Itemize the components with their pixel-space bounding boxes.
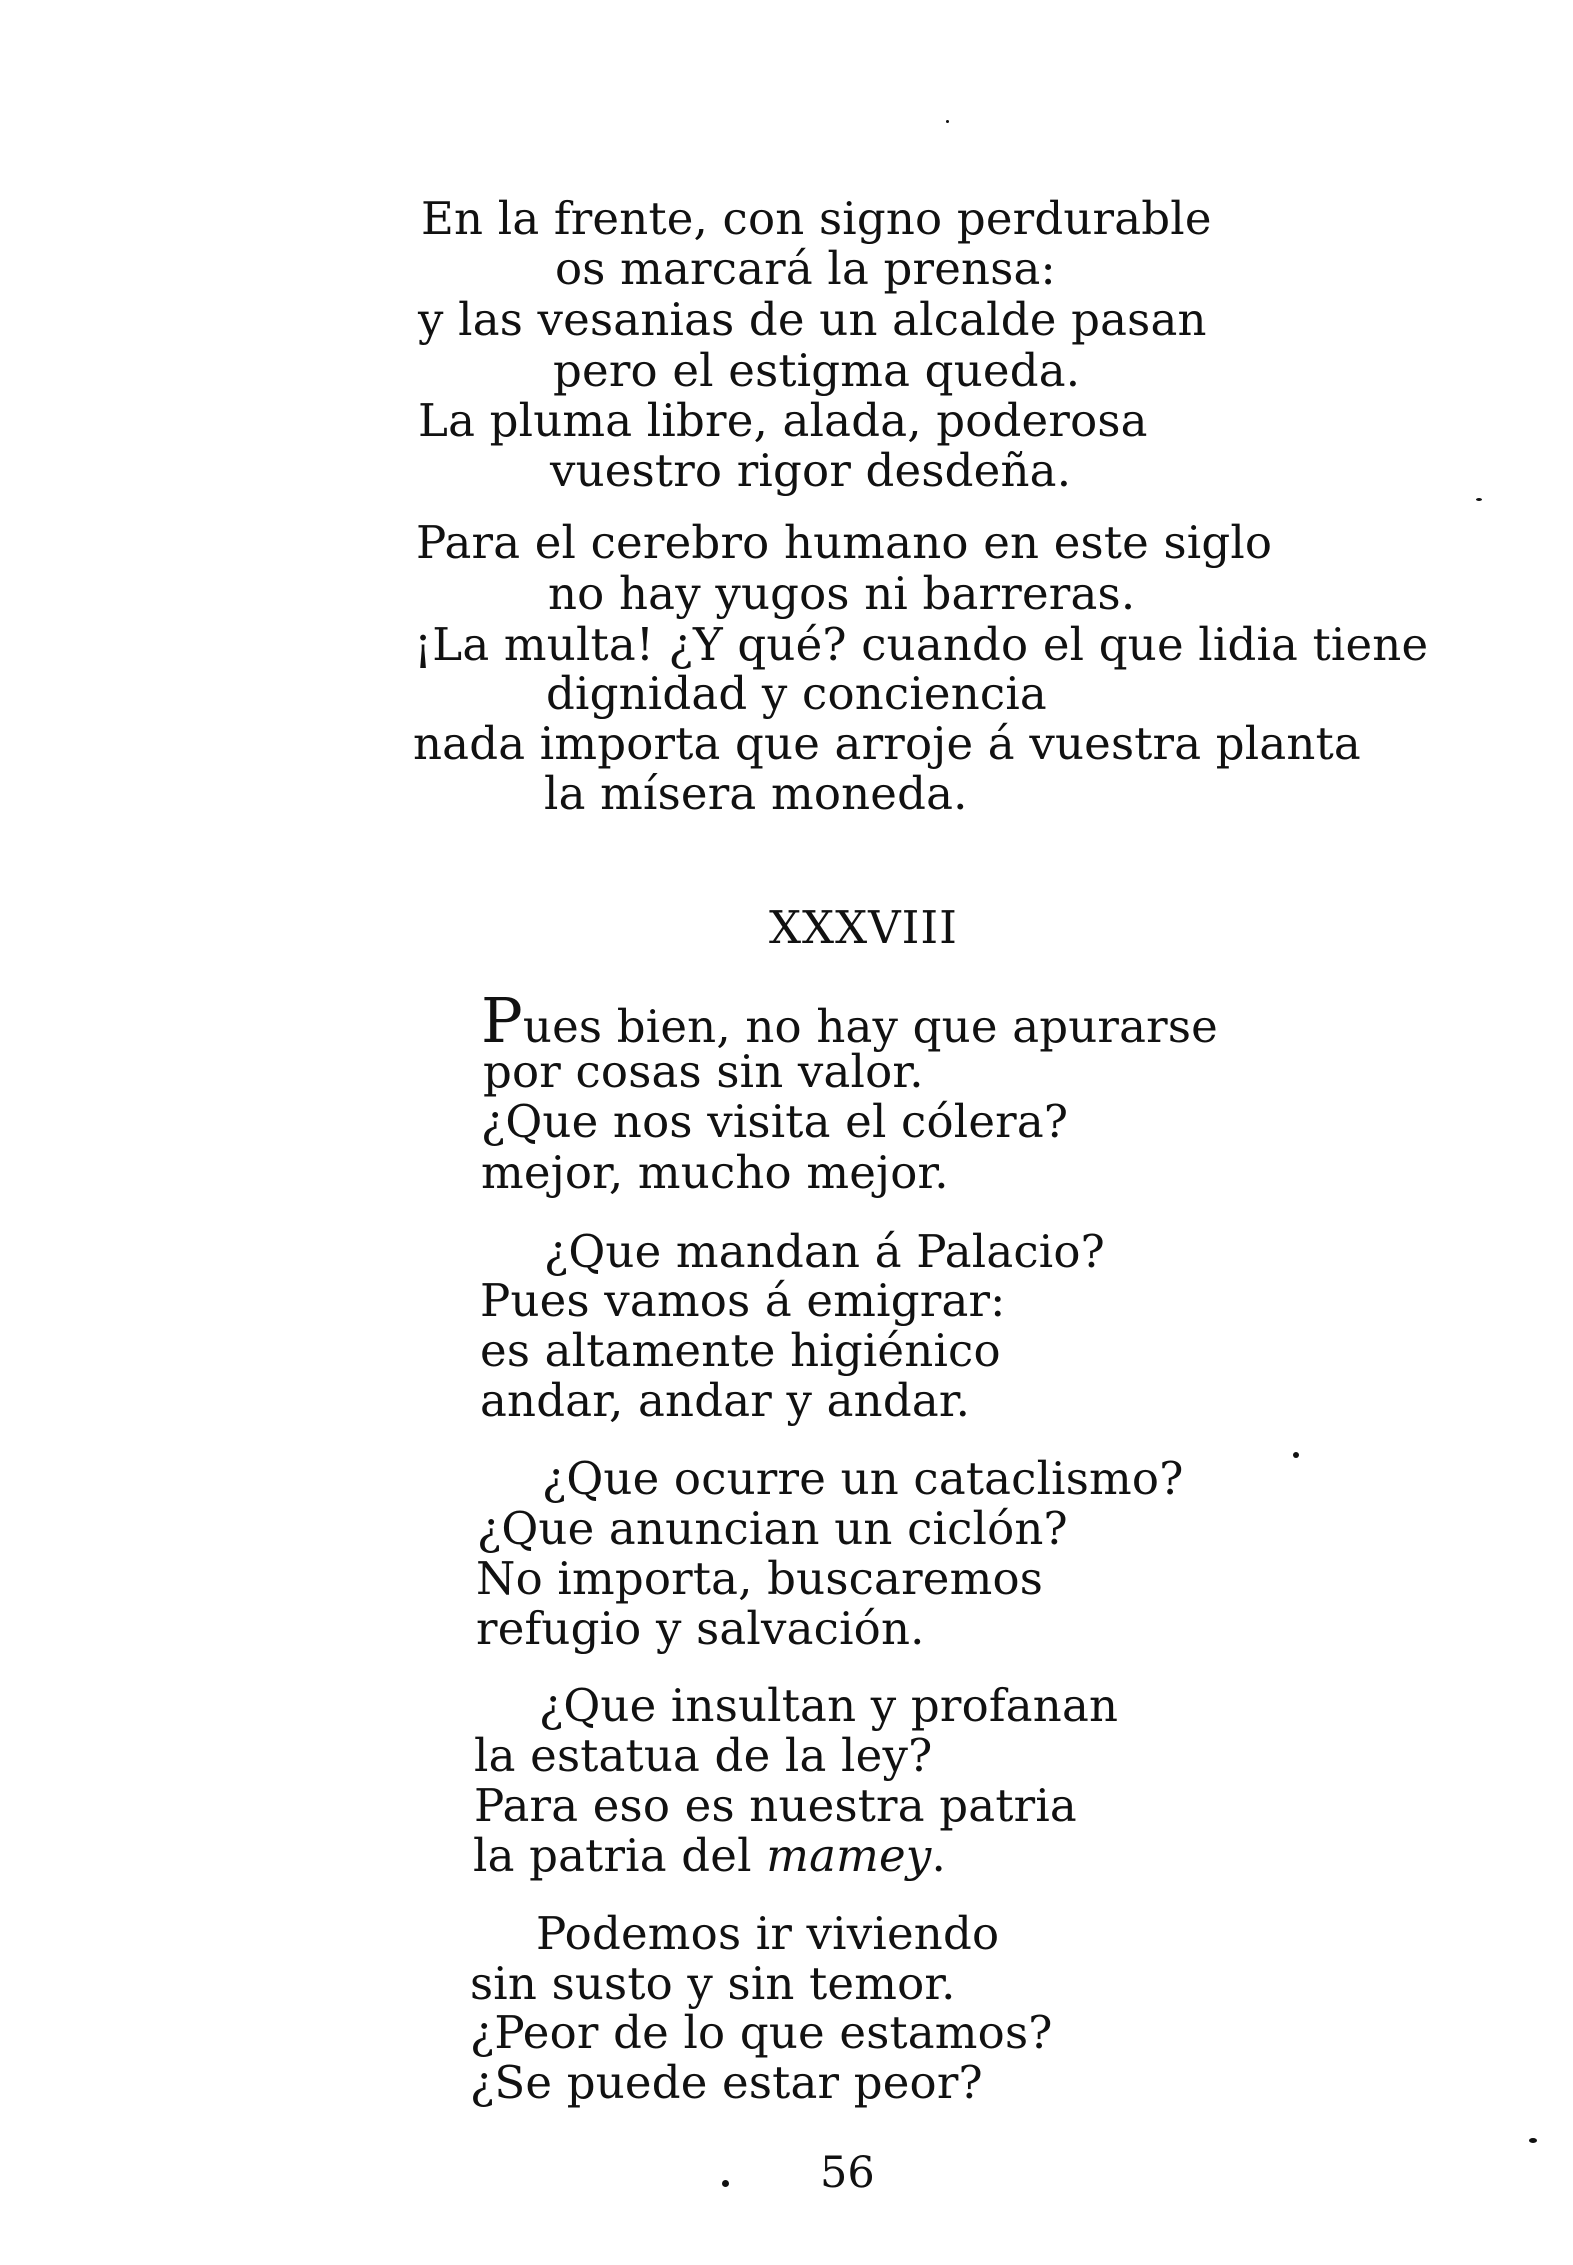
verse-line: refugio y salvación.: [476, 1602, 925, 1655]
verse-line: andar, andar y andar.: [480, 1374, 971, 1427]
verse-line: En la frente, con signo perdurable: [421, 192, 1212, 245]
page-number: 56: [820, 2148, 875, 2198]
scan-speck: [1529, 2138, 1537, 2143]
verse-line: Para el cerebro humano en este siglo: [416, 516, 1273, 569]
verse-line: ¿Peor de lo que estamos?: [470, 2006, 1053, 2059]
first-line-text: ues bien, no hay que apurarse: [522, 1000, 1218, 1053]
verse-line: [473, 1829, 946, 1882]
verse-line: nada importa que arroje á vuestra planta: [413, 717, 1361, 770]
verse-line: mejor, mucho mejor.: [481, 1146, 949, 1199]
verse-line: dignidad y conciencia: [546, 667, 1047, 720]
verse-line: y las vesanias de un alcalde pasan: [418, 293, 1207, 346]
verse-line: la estatua de la ley?: [474, 1729, 933, 1782]
verse-line: ¿Que insultan y profanan: [539, 1679, 1119, 1732]
scan-speck: [722, 2180, 729, 2187]
verse-line: Pues vamos á emigrar:: [480, 1274, 1006, 1327]
scan-speck: [1293, 1452, 1299, 1458]
dropcap: P: [481, 984, 523, 1057]
scan-speck: [1476, 498, 1482, 501]
verse-line: es altamente higiénico: [480, 1324, 1001, 1377]
verse-text: la patria del: [473, 1829, 767, 1882]
verse-line: ¿Que nos visita el cólera?: [481, 1095, 1069, 1148]
verse-line: la mísera moneda.: [544, 767, 968, 820]
verse-line: No importa, buscaremos: [476, 1552, 1044, 1605]
verse-line: os marcará la prensa:: [555, 242, 1056, 295]
verse-line: Podemos ir viviendo: [536, 1907, 1000, 1960]
verse-line: Para eso es nuestra patria: [474, 1779, 1077, 1832]
verse-punctuation: .: [931, 1829, 946, 1882]
section-heading: XXXVIII: [769, 901, 958, 954]
verse-line-first: [481, 984, 1218, 1057]
verse-line: ¿Que anuncian un ciclón?: [477, 1502, 1068, 1555]
verse-line: sin susto y sin temor.: [470, 1957, 956, 2010]
scan-speck: [946, 120, 949, 123]
verse-line: ¿Que ocurre un cataclismo?: [542, 1452, 1184, 1505]
verse-line: vuestro rigor desdeña.: [550, 444, 1072, 497]
verse-line: pero el estigma queda.: [553, 344, 1081, 397]
verse-line: no hay yugos ni barreras.: [548, 567, 1136, 620]
verse-line: La pluma libre, alada, poderosa: [418, 394, 1148, 447]
verse-line: por cosas sin valor.: [483, 1045, 924, 1098]
verse-line: ¡La multa! ¿Y qué? cuando el que lidia tiene: [414, 618, 1429, 671]
italic-word: mamey: [766, 1829, 932, 1882]
verse-line: ¿Se puede estar peor?: [470, 2056, 983, 2109]
verse-line: ¿Que mandan á Palacio?: [544, 1225, 1105, 1278]
